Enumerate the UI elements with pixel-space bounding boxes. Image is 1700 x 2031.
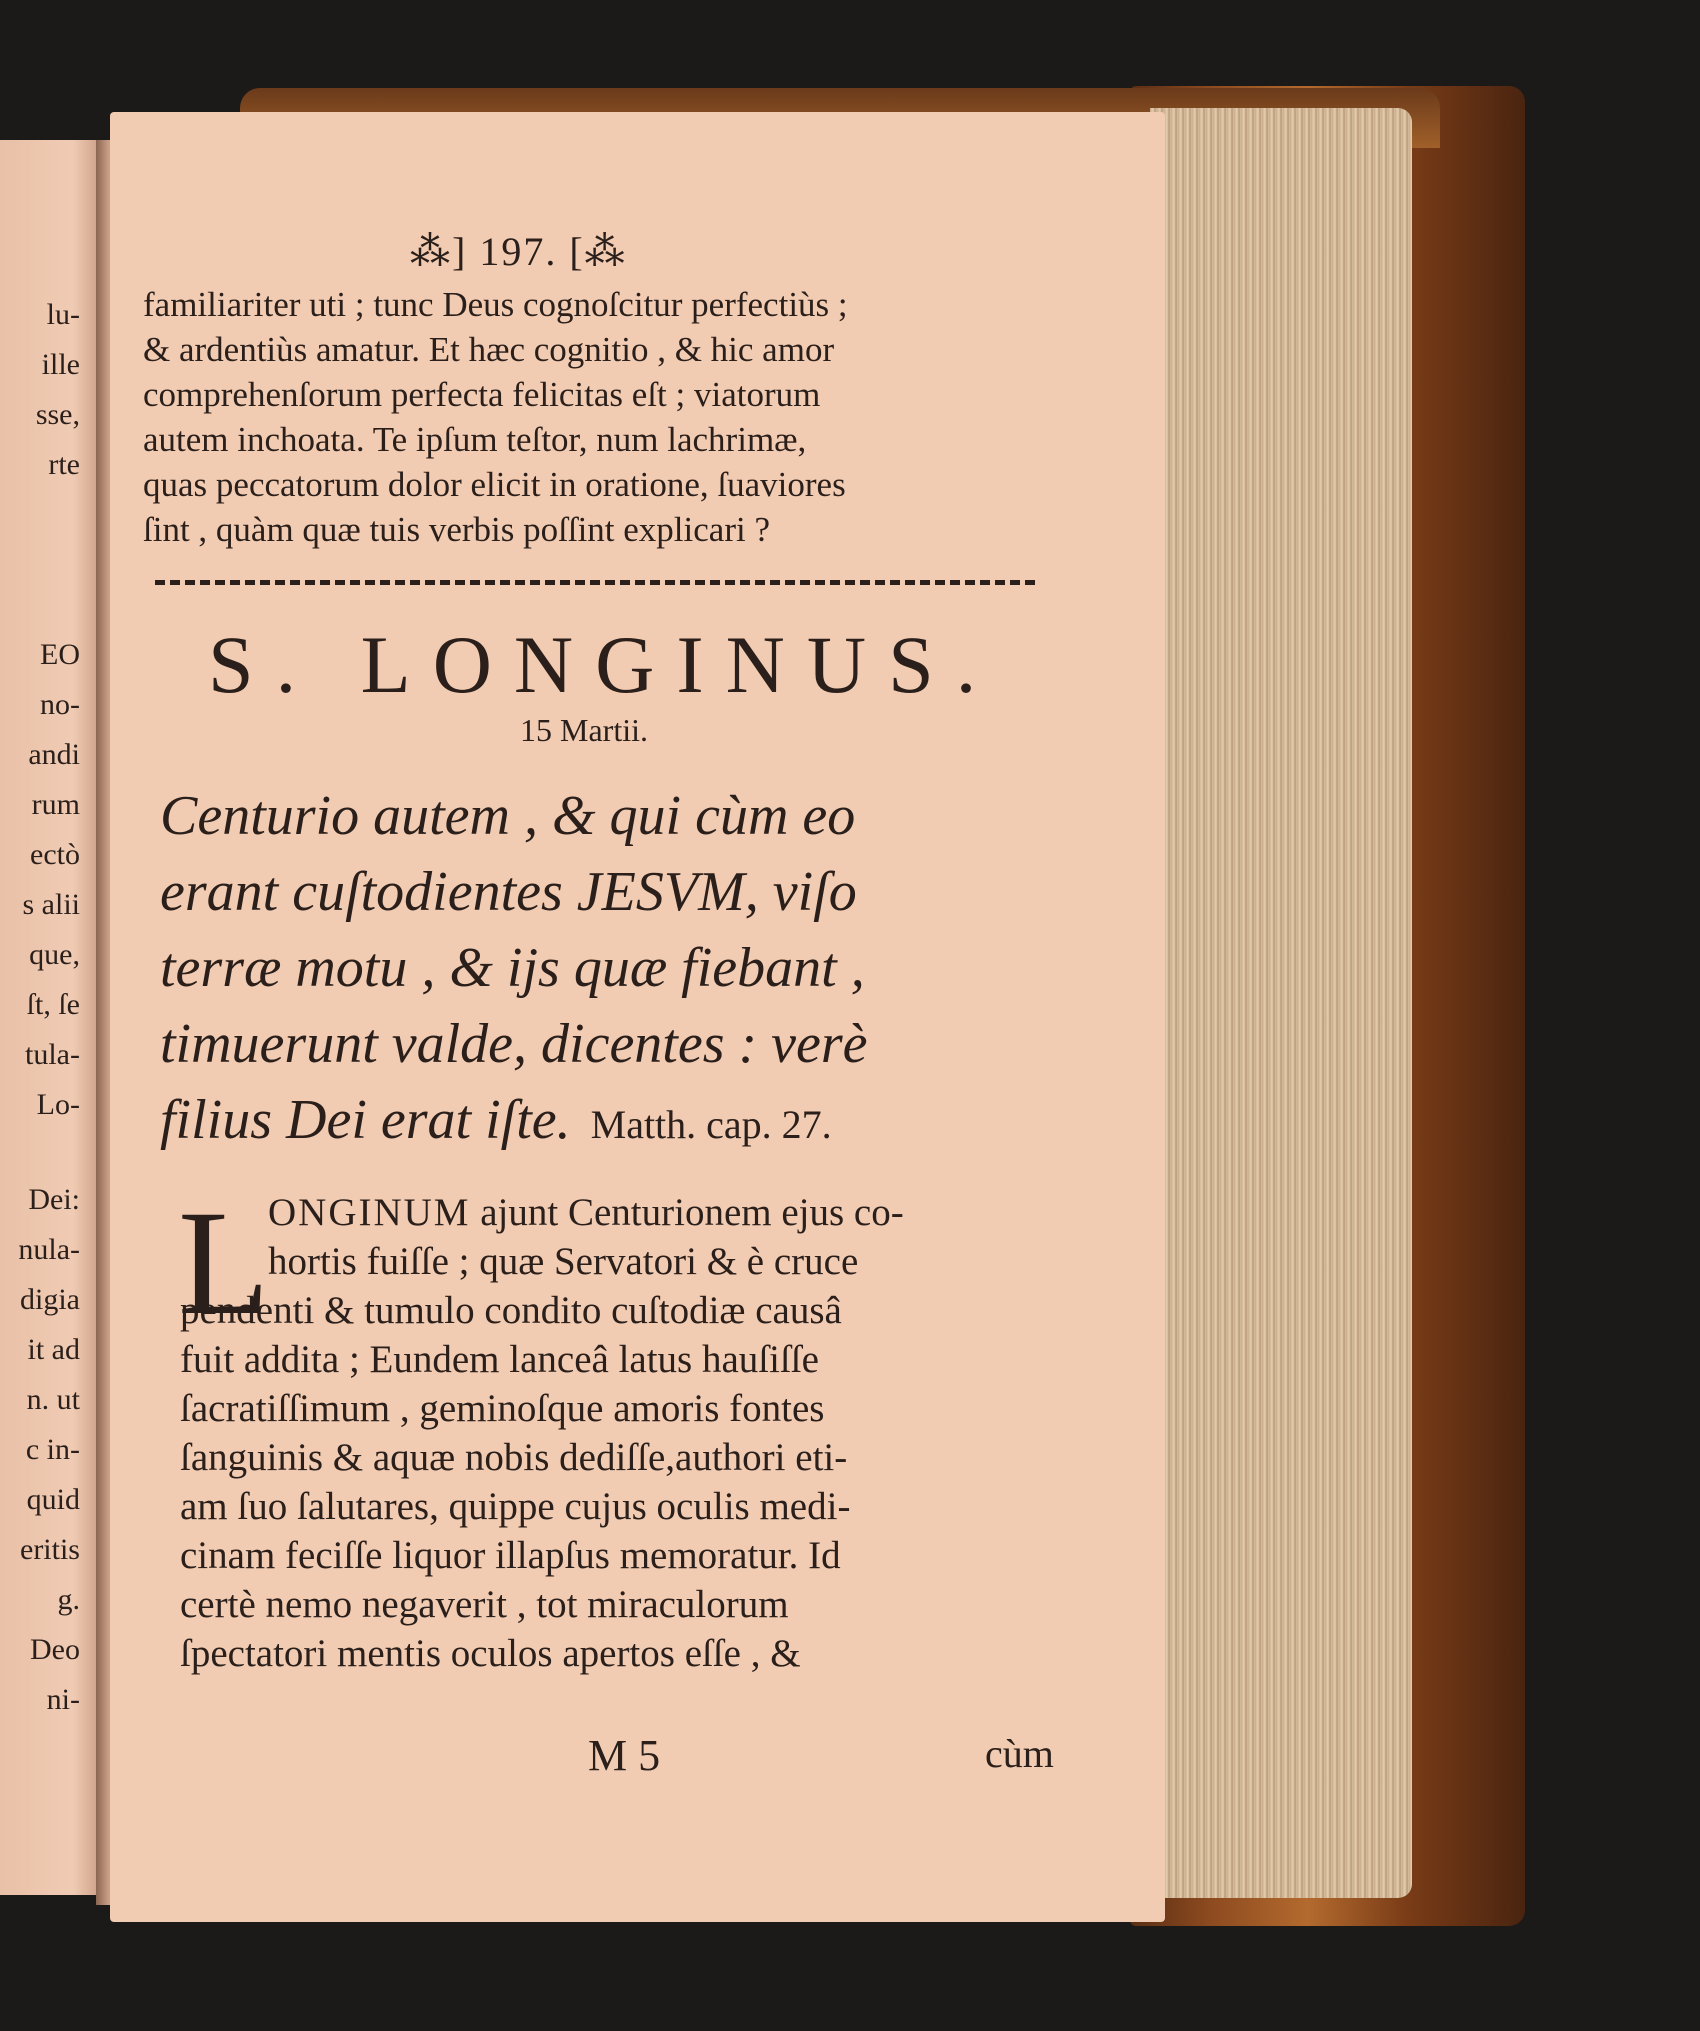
text-line: fuit addita ; Eundem lanceâ latus hauſiſſe <box>180 1338 819 1381</box>
left-fragment: s alii <box>22 888 80 921</box>
text-line-first <box>180 1188 1100 1237</box>
left-fragment: sse, <box>35 398 80 431</box>
text-line: ſanguinis & aquæ nobis dediſſe,authori eti- <box>180 1436 848 1479</box>
text-line: & ardentiùs amatur. Et hæc cognitio , & hic amor <box>143 330 835 369</box>
drop-cap: L <box>178 1180 270 1346</box>
left-fragment: Dei: <box>28 1183 80 1216</box>
left-fragment: ectò <box>30 838 80 871</box>
text-line: am ſuo ſalutares, quippe cujus oculis medi- <box>180 1485 851 1528</box>
text-line: familiariter uti ; tunc Deus cognoſcitur perfectiùs ; <box>143 285 848 324</box>
text-line: ſint , quàm quæ tuis verbis poſſint explicari ? <box>143 510 770 549</box>
verse-line: timuerunt valde, dicentes : verè <box>160 1013 868 1075</box>
text-line: ſacratiſſimum , geminoſque amoris fontes <box>180 1387 825 1430</box>
scripture-verse <box>160 778 1060 1163</box>
feast-date: 15 Martii. <box>520 712 648 748</box>
left-page-text <box>0 290 80 1725</box>
left-fragment: rum <box>31 788 80 821</box>
text-line: autem inchoata. Te ipſum teſtor, num lachrimæ, <box>143 420 807 459</box>
page-edges <box>1150 108 1412 1898</box>
previous-entry-text <box>143 282 1033 552</box>
left-fragment: quid <box>26 1483 80 1516</box>
first-word: ONGINUM <box>268 1191 471 1234</box>
entry-title: S. LONGINUS. <box>208 619 999 710</box>
left-fragment: c in- <box>25 1433 80 1466</box>
left-fragment: eritis <box>20 1533 80 1566</box>
signature-mark: M 5 <box>588 1731 661 1780</box>
left-fragment: ni- <box>46 1683 80 1716</box>
left-fragment: n. ut <box>26 1383 80 1416</box>
left-fragment: nula- <box>18 1233 80 1266</box>
left-fragment: EO <box>40 638 80 671</box>
text-line: ſpectatori mentis oculos apertos eſſe , & <box>180 1632 801 1675</box>
verse-line: terræ motu , & ijs quæ fiebant , <box>160 937 865 999</box>
text-line: cinam feciſſe liquor illapſus memoratur. Id <box>180 1534 841 1577</box>
left-fragment: no- <box>40 688 80 721</box>
left-fragment: ſt, ſe <box>26 988 80 1021</box>
verse-line: Centurio autem , & qui cùm eo <box>160 785 856 847</box>
verse-line: filius Dei erat iſte. <box>160 1089 571 1151</box>
text-line: hortis fuiſſe ; quæ Servatori & è cruce <box>268 1240 859 1283</box>
left-fragment: lu- <box>46 298 80 331</box>
left-spacer <box>0 490 80 630</box>
running-head: ⁂] 197. [⁂ <box>410 229 627 274</box>
verse-line-last <box>160 1082 1060 1163</box>
catchword: cùm <box>985 1731 1054 1776</box>
left-fragment: digia <box>20 1283 80 1316</box>
text-line: pendenti & tumulo condito cuſtodiæ causâ <box>180 1289 842 1332</box>
left-spacer <box>0 1130 80 1175</box>
text-line: ajunt Centurionem ejus co- <box>480 1191 904 1234</box>
left-fragment: Deo <box>30 1633 80 1666</box>
entry-body <box>178 1180 1100 1678</box>
text-line: quas peccatorum dolor elicit in oratione, ſuaviores <box>143 465 846 504</box>
left-fragment: g. <box>57 1583 80 1616</box>
left-fragment: rte <box>48 448 80 481</box>
verse-line: erant cuſtodientes JESVM, viſo <box>160 861 857 923</box>
text-line: comprehenſorum perfecta felicitas eſt ; viatorum <box>143 375 821 414</box>
left-fragment: ille <box>41 348 80 381</box>
text-line: certè nemo negaverit , tot miraculorum <box>180 1583 789 1626</box>
section-divider <box>155 580 1035 585</box>
left-fragment: andi <box>28 738 80 771</box>
left-fragment: it ad <box>27 1333 80 1366</box>
left-fragment: Lo- <box>36 1088 80 1121</box>
verse-reference: Matth. cap. 27. <box>590 1102 832 1147</box>
left-fragment: tula- <box>25 1038 80 1071</box>
left-fragment: que, <box>29 938 80 971</box>
